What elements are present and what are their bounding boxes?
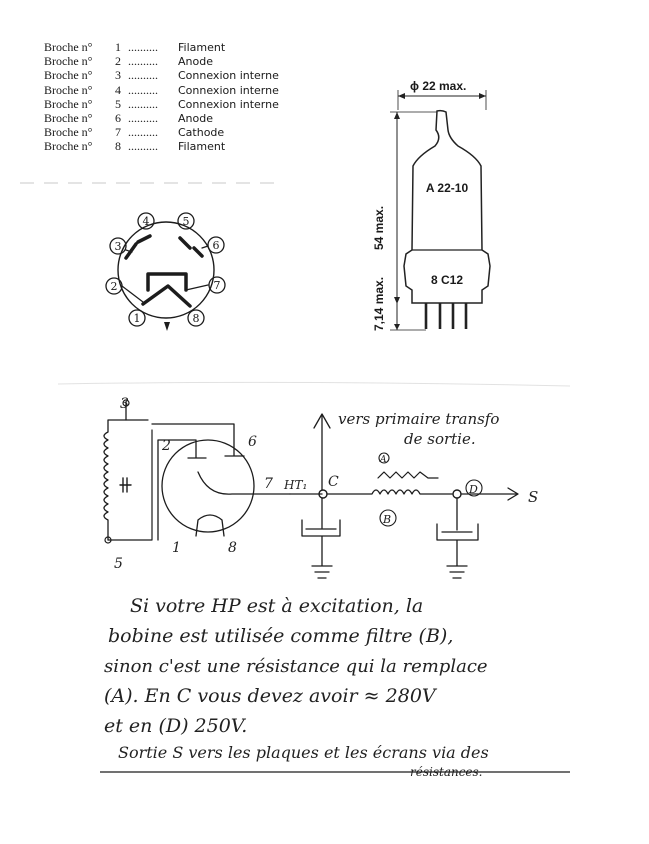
label-s: S [528,488,539,506]
row-function: Filament [178,140,226,153]
label-3: 3 [120,396,129,412]
note-line-1: Si votre HP est à excitation, la [130,595,424,617]
capacitor-2 [437,498,478,578]
pin-label: 8 [192,312,200,325]
row-leader: .......... [128,54,158,68]
label-5: 5 [114,556,123,572]
base-code-label: 8 C12 [430,273,464,287]
pin-label: 5 [182,215,190,228]
label-a-top: A [380,455,387,465]
row-function: Connexion interne [178,98,279,111]
pin-length-label: 7,14 max. [372,276,386,331]
pin-6 [208,237,224,253]
electrode-cathode [143,286,190,306]
choke-b [327,490,452,494]
pinout-row [44,68,279,82]
note-line-6: Sortie S vers les plaques et les écrans via des [118,743,489,762]
row-prefix: Broche n° [44,68,93,82]
pin-label: 2 [110,280,118,293]
row-pin: 3 [115,68,121,82]
pinout-row [44,54,213,68]
row-leader: .......... [128,125,158,139]
label-ht: HT₁ [284,478,308,492]
label-c: C [328,474,339,490]
socket-diagram [106,213,225,331]
row-pin: 1 [115,40,121,54]
row-leader: .......... [128,139,158,153]
pin-label: 7 [213,279,221,292]
connector-7 [186,285,208,290]
row-prefix: Broche n° [44,125,93,139]
pin-4 [138,213,154,229]
label-2: 2 [162,438,171,454]
pin-label: 6 [212,239,220,252]
handwritten-note [104,595,489,779]
coil-core [120,478,131,492]
row-leader: .......... [128,40,158,54]
note-paper-edge [58,382,570,386]
pin-label: 3 [114,240,122,253]
electrode-right [180,238,202,256]
note-to-transfo-line2: de sortie. [404,430,476,448]
row-prefix: Broche n° [44,83,93,97]
key-arrow-icon [164,322,170,331]
pin-3 [110,238,126,254]
note-to-transfo-line1: vers primaire transfo [338,410,500,428]
row-function: Connexion interne [178,69,279,82]
label-d: D [469,483,478,496]
hand-schematic [104,396,538,578]
connector-6 [202,246,208,248]
pin-label: 4 [142,215,150,228]
row-function: Cathode [178,126,225,139]
row-leader: .......... [128,97,158,111]
row-leader: .......... [128,111,158,125]
socket-outline [118,222,214,318]
coil-return [108,420,152,540]
label-6: 6 [248,434,257,450]
pin-1 [129,310,145,326]
row-prefix: Broche n° [44,40,93,54]
coil-wire [104,402,126,540]
tube-type-label: A 22-10 [425,181,469,195]
row-pin: 8 [115,139,121,153]
resistor-a [378,472,438,478]
tube-pins [426,303,466,329]
note-line-3: sinon c'est une résistance qui la remplace [104,656,488,677]
row-leader: .......... [128,68,158,82]
pinout-table [44,40,279,153]
pinout-row [44,111,213,125]
pin-8 [188,310,204,326]
node-d [453,490,461,498]
note-line-5: et en (D) 250V. [104,715,248,737]
row-function: Anode [178,55,213,68]
row-pin: 2 [115,54,121,68]
pinout-row [44,125,224,139]
row-pin: 6 [115,111,121,125]
label-8: 8 [228,540,237,556]
pin-label: 1 [133,312,141,325]
pin-length-arrowhead [394,324,400,330]
cathode-line [198,472,290,494]
diameter-label: ϕ 22 max. [410,79,467,93]
row-pin: 7 [115,125,121,139]
pin-5 [178,213,194,229]
row-prefix: Broche n° [44,97,93,111]
label-b: B [383,513,392,526]
tube-outline-drawing [372,79,490,331]
label-1: 1 [172,540,181,556]
row-function: Connexion interne [178,84,279,97]
label-7: 7 [264,476,273,492]
capacitor-1 [302,498,340,578]
pinout-row [44,83,279,97]
note-line-4: (A). En C vous devez avoir ≈ 280V [104,685,436,707]
row-prefix: Broche n° [44,139,93,153]
note-line-7: résistances. [410,765,483,779]
row-leader: .......... [128,83,158,97]
row-prefix: Broche n° [44,54,93,68]
pinout-row [44,40,226,54]
row-function: Filament [178,41,226,54]
row-prefix: Broche n° [44,111,93,125]
filament-leads [196,515,224,536]
row-pin: 5 [115,97,121,111]
pin-2 [106,278,122,294]
height-label: 54 max. [372,205,386,250]
row-function: Anode [178,112,213,125]
note-line-2: bobine est utilisée comme filtre (B), [108,625,454,647]
pinout-row [44,139,226,153]
pinout-row [44,97,279,111]
row-pin: 4 [115,83,121,97]
